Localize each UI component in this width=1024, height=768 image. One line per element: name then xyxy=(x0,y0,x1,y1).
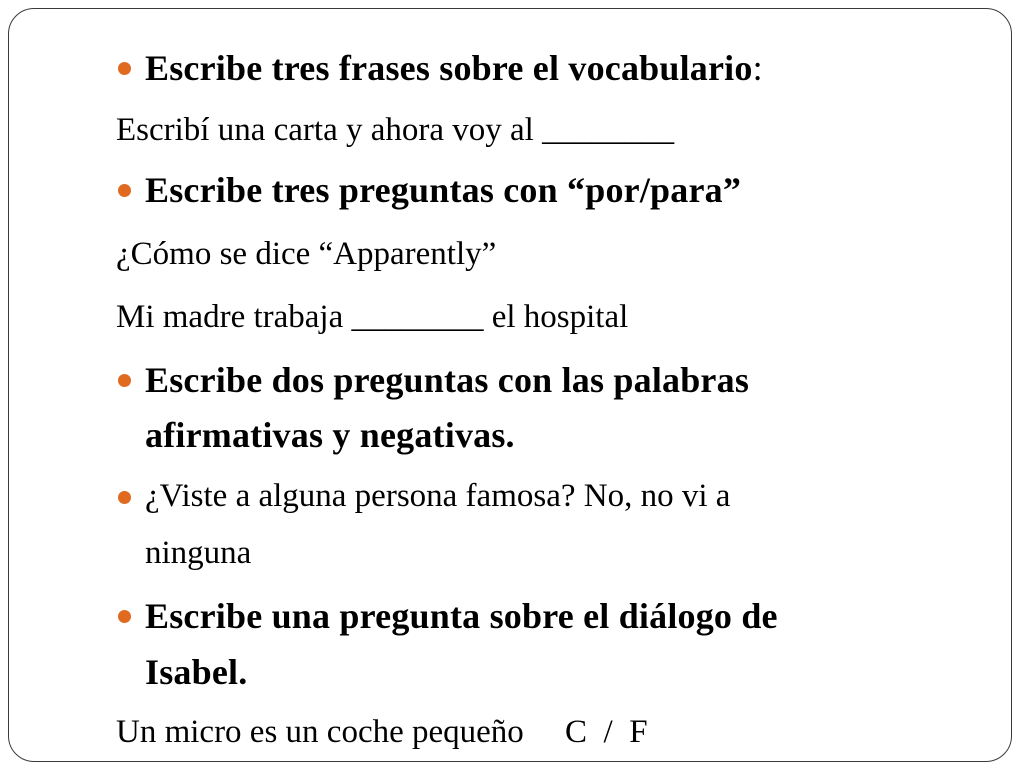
bullet-text: Escribe tres preguntas con “por/para” xyxy=(145,170,742,210)
example-line: Un micro es un coche pequeño C / F xyxy=(116,714,648,750)
bullet-text: ¿Viste a alguna persona famosa? No, no vi a xyxy=(145,478,731,514)
bullet-icon xyxy=(118,610,131,623)
bullet-continuation: ninguna xyxy=(145,535,252,571)
bullet-afirmativas xyxy=(145,360,749,401)
bullet-dialogo xyxy=(145,596,778,637)
bullet-continuation: Isabel. xyxy=(145,652,248,692)
example-line: Escribí una carta y ahora voy al ________ xyxy=(116,112,675,148)
example-line: Mi madre trabaja ________ el hospital xyxy=(116,299,629,335)
bullet-icon xyxy=(118,491,131,504)
bullet-vocabulario xyxy=(145,48,763,89)
bullet-continuation: afirmativas y negativas. xyxy=(145,415,515,455)
bullet-text: Escribe una pregunta sobre el diálogo de xyxy=(145,596,778,636)
bullet-text: Escribe dos preguntas con las palabras xyxy=(145,360,750,400)
bullet-icon xyxy=(118,184,131,197)
bullet-text: Escribe tres frases sobre el vocabulario xyxy=(145,48,753,88)
bullet-icon xyxy=(118,374,131,387)
bullet-suffix: : xyxy=(752,48,763,88)
bullet-icon xyxy=(118,62,131,75)
bullet-por-para xyxy=(145,170,741,211)
example-line: ¿Cómo se dice “Apparently” xyxy=(116,236,497,272)
bullet-viste xyxy=(145,478,730,516)
